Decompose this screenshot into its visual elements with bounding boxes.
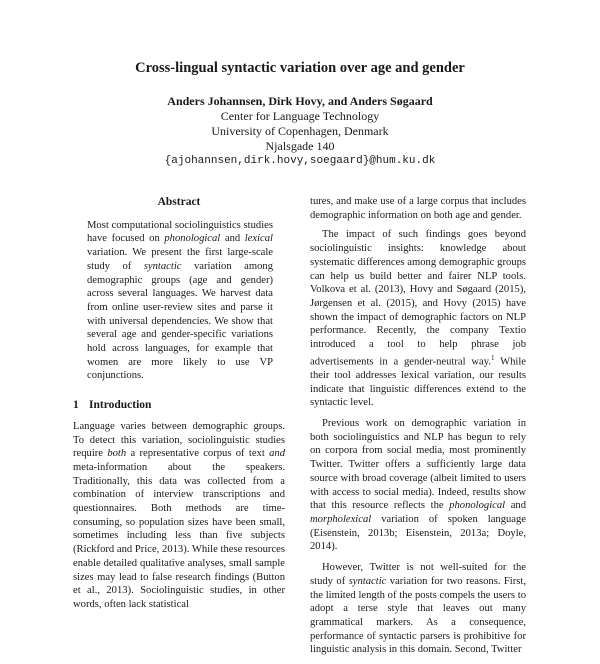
affiliation-line: University of Copenhagen, Denmark bbox=[211, 124, 389, 138]
section-heading bbox=[73, 399, 285, 413]
intro-paragraph bbox=[73, 420, 285, 612]
emphasis: lexical bbox=[244, 233, 273, 245]
section-number: 1 bbox=[73, 399, 79, 412]
body-paragraph bbox=[310, 417, 526, 554]
right-column bbox=[310, 195, 526, 664]
body-paragraph bbox=[310, 228, 526, 410]
abstract-heading: Abstract bbox=[157, 196, 201, 208]
author-block bbox=[0, 94, 600, 169]
text-run: variation for two reasons. First, the limited length of the posts compels the users to adopt a terse style that leaves out many grammatical markers. As a consequence, performance of syntactic parsers is prohibitive for linguistic analysis in this domain. Second, Twitter bbox=[310, 575, 526, 656]
author-names: Anders Johannsen, Dirk Hovy, and Anders Søgaard bbox=[167, 94, 433, 108]
footnote-marker: 1 bbox=[490, 353, 495, 362]
left-column bbox=[73, 196, 285, 619]
emphasis: phonological bbox=[449, 500, 506, 512]
text-run: Most computational sociolinguistics studies have focused on bbox=[87, 219, 273, 245]
text-run: However, Twitter is not well-suited for the study of bbox=[310, 562, 526, 587]
text-run: a representative corpus of text bbox=[126, 448, 270, 460]
emphasis: phonological bbox=[164, 233, 221, 245]
text-run: variation. We present the first large-scale study of bbox=[87, 247, 273, 272]
body-paragraph bbox=[310, 561, 526, 657]
author-email: {ajohannsen,dirk.hovy,soegaard}@hum.ku.dk bbox=[164, 155, 436, 167]
text-run: meta-information about the speakers. Traditionally, this data was collected from a combination of interview transcriptions and questionnaires. Both methods are time-consuming, so population sizes have been small, sometimes including less than five subjects (Rickford and Price, 2013). While these resources enable detailed qualitative analyses, small sample sizes may lead to false research findings (Button et al., 2013). Sociolinguistic studies, in other words, often lack statistical bbox=[73, 461, 285, 610]
emphasis: morpholexical bbox=[310, 514, 372, 525]
emphasis: syntactic bbox=[143, 260, 182, 272]
paper-title: Cross-lingual syntactic variation over age and gender bbox=[135, 60, 465, 76]
emphasis: and bbox=[269, 448, 285, 460]
emphasis: both bbox=[107, 448, 127, 460]
affiliation-line: Center for Language Technology bbox=[220, 109, 380, 123]
text-run: and bbox=[505, 500, 526, 512]
text-run: and bbox=[220, 233, 245, 245]
text-run: The impact of such findings goes beyond sociolinguistic insights: knowledge about systematic differences among demographic groups can help us build better and fairer NLP tools. Volkova et al. (2013), Hovy and Søgaard (2015), Jørgensen et al. (2015), and Hovy (2015) have shown the impact of demographic factors on NLP performance. Recently, the company Textio introduced a tool to help phrase job advertisements in a gender-neutral way. bbox=[310, 229, 526, 368]
text-run: variation of spoken language (Eisenstein, 2013b; Eisenstein, 2013a; Doyle, 2014). bbox=[310, 514, 526, 553]
emphasis: syntactic bbox=[348, 575, 387, 587]
affiliation-line: Njalsgade 140 bbox=[265, 139, 335, 153]
text-run: variation among demographic groups (age and gender) across several languages. We harvest data from online user-review sites and parse it with universal dependencies. We show that several age and gender-specific variations hold across languages, for example that women are more likely to use VP conjunctions. bbox=[87, 260, 273, 382]
body-paragraph: tures, and make use of a large corpus that includes demographic information on both age and gender. bbox=[310, 196, 526, 221]
abstract-text bbox=[87, 219, 273, 383]
section-title: Introduction bbox=[89, 399, 152, 412]
text-run: While their tool addresses lexical variation, our results indicate that linguistic differences extend to the syntactic level. bbox=[310, 356, 526, 409]
text-run: Language varies between demographic groups. To detect this variation, sociolinguistic studies require bbox=[73, 420, 285, 460]
text-run: Previous work on demographic variation in both sociolinguistics and NLP has begun to rely on corpora from social media, most prominently Twitter. Twitter offers a sufficiently large data source with broad coverage (albeit limited to users with access to social media). Indeed, results show that this resource reflects the bbox=[310, 418, 526, 512]
